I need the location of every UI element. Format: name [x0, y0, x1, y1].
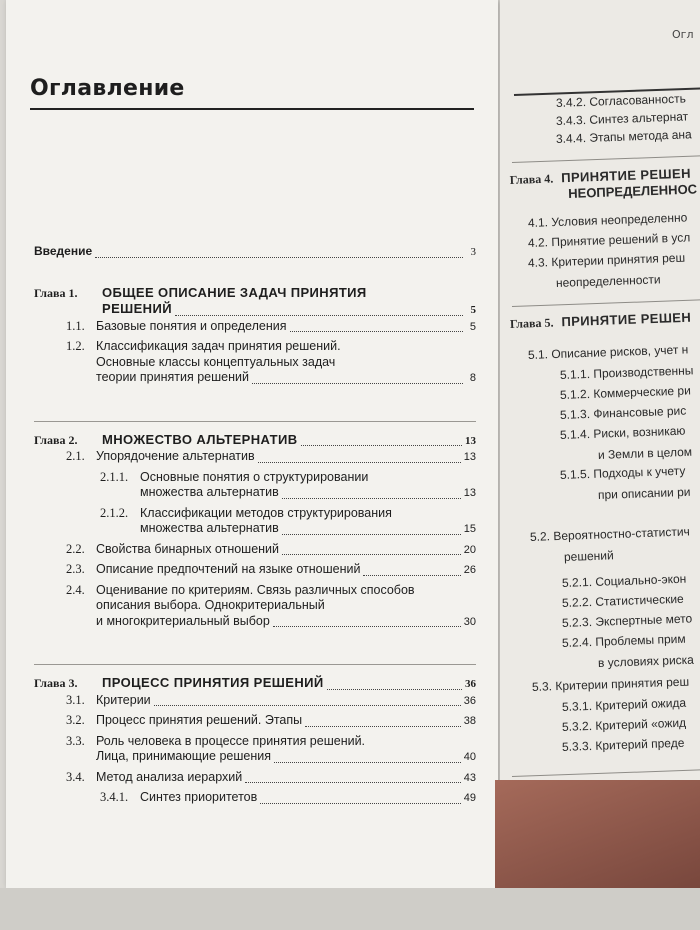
page-number: 5 [469, 320, 476, 333]
right-toc-line: 5.3.1. Критерий ожида [561, 695, 687, 714]
chapter-rule [34, 664, 476, 665]
chapter-label: Глава 2. [34, 432, 78, 447]
right-toc-line: 5.1.4. Риски, возникаю [559, 423, 686, 442]
chapter-gap [34, 634, 476, 658]
sec-entry [34, 542, 476, 559]
right-toc-line: решений [563, 548, 614, 564]
leader-dots [301, 444, 462, 446]
chapter-gap [34, 391, 476, 415]
right-toc-line: 5.3.2. Критерий «ожид [561, 715, 687, 734]
right-toc-line: 5.2. Вероятностно-статистич [529, 524, 691, 544]
toc-line [66, 614, 476, 631]
chapter-title: ПРИНЯТИЕ РЕШЕН [560, 165, 692, 186]
leader-dots [282, 497, 461, 499]
right-toc-line: 4.3. Критерии принятия реш [527, 250, 686, 270]
right-toc-line: 3.4.2. Согласованность [555, 91, 687, 110]
right-toc-line: в условиях риска [597, 652, 695, 670]
section-title: множества альтернатив [140, 485, 279, 499]
right-chapter-heading [510, 310, 692, 332]
chapter-rule [512, 769, 700, 777]
section-title: Процесс принятия решений. Этапы [96, 713, 303, 727]
toc-line [100, 485, 476, 502]
left-page [6, 0, 498, 888]
sub-entry [34, 506, 476, 538]
toc-line [66, 583, 476, 599]
sec-entry [34, 734, 476, 766]
toc-line [34, 244, 476, 261]
leader-dots [327, 688, 462, 690]
toc-line [66, 693, 476, 710]
section-number: 3.1. [66, 692, 85, 707]
chapter-title: ПРИНЯТИЕ РЕШЕН [561, 309, 692, 330]
toc-line [100, 790, 476, 807]
right-toc-line: 5.1.2. Коммерческие ри [559, 383, 692, 402]
right-toc-line: 5.2.1. Социально-экон [561, 571, 687, 590]
section-title: множества альтернатив [140, 521, 279, 535]
toc-line [66, 449, 476, 466]
leader-dots [282, 553, 461, 555]
leader-dots [154, 704, 461, 706]
section-number: 3.2. [66, 713, 85, 727]
page-number: 38 [463, 715, 476, 727]
chapter-rule [34, 421, 476, 422]
section-title: Классификация задач принятия решений. [96, 339, 341, 353]
right-chapter-heading [509, 165, 697, 203]
entry-title: Введение [34, 244, 93, 258]
right-toc-line: 3.4.3. Синтез альтернат [555, 109, 689, 128]
chapter-title: ОБЩЕЕ ОПИСАНИЕ ЗАДАЧ ПРИНЯТИЯ [102, 284, 367, 300]
chapter-title: ПРОЦЕСС ПРИНЯТИЯ РЕШЕНИЙ [102, 675, 324, 690]
right-toc-line: при описании ри [597, 484, 691, 502]
section-title: Базовые понятия и определения [96, 318, 287, 333]
sec-entry [34, 562, 476, 579]
sec-entry [34, 449, 476, 466]
right-toc-line: 5.2.3. Экспертные мето [561, 611, 693, 630]
chapter-title: РЕШЕНИЙ [102, 301, 172, 316]
section-title: Основные классы концептуальных задач [96, 354, 336, 369]
section-title: теории принятия решений [96, 370, 249, 384]
section-title: Лица, принимающие решения [96, 749, 271, 763]
section-title: Синтез приоритетов [140, 790, 258, 804]
sec-entry [34, 693, 476, 710]
leader-dots [175, 314, 463, 316]
section-title: Оценивание по критериям. Связь различных способов [96, 582, 415, 597]
section-title: Классификации методов структурирования [140, 505, 392, 520]
toc-line [66, 749, 476, 766]
leader-dots [363, 574, 460, 576]
right-toc-line: 5.3. Критерии принятия реш [531, 674, 690, 694]
heading-rule [30, 108, 474, 110]
toc-line [100, 506, 476, 522]
leader-dots [258, 461, 461, 463]
section-number: 3.3. [66, 733, 85, 748]
chapter-entry [34, 432, 476, 450]
section-title: Роль человека в процессе принятия решений. [96, 733, 366, 748]
sec-entry [34, 339, 476, 387]
leader-dots [274, 761, 461, 763]
page-number: 36 [465, 678, 476, 690]
section-number: 2.1.1. [100, 469, 129, 484]
chapter-rule [512, 299, 700, 307]
toc-line [66, 770, 476, 787]
page-number: 20 [463, 543, 476, 556]
table-surface [0, 888, 700, 930]
chapter-rule [512, 155, 700, 163]
toc-line [66, 734, 476, 750]
page-number: 49 [463, 792, 476, 804]
right-toc-line: неопределенности [555, 272, 661, 290]
leader-dots [245, 781, 461, 783]
entry-gap [34, 807, 476, 811]
right-toc-line: 5.1.1. Производственны [559, 363, 694, 382]
sec-entry [34, 319, 476, 336]
page-number: 13 [463, 451, 476, 463]
leader-dots [282, 533, 461, 535]
section-title: Критерии [96, 692, 151, 707]
right-toc-line: 5.2.4. Проблемы прим [561, 631, 686, 650]
right-toc-line: 3.4.4. Этапы метода ана [555, 127, 692, 146]
chapter-label: Глава 5. [509, 315, 554, 331]
section-title: и многокритериальный выбор [96, 613, 270, 628]
toc-line [66, 542, 476, 559]
toc-line [66, 339, 476, 355]
section-number: 2.1.2. [100, 505, 129, 520]
section-title: описания выбора. Однокритериальный [96, 598, 325, 612]
toc-line [34, 675, 476, 693]
page-number: 8 [469, 372, 476, 384]
leader-dots [305, 725, 461, 727]
right-running-head: Огл [672, 28, 694, 41]
chapter-gap [34, 261, 476, 285]
toc-line [66, 713, 476, 730]
page-number: 3 [470, 246, 476, 258]
toc-line [66, 598, 476, 614]
page-number: 13 [463, 487, 476, 499]
page-number: 15 [463, 523, 476, 535]
section-number: 2.2. [66, 541, 85, 556]
intro-entry [34, 244, 476, 261]
page-number: 26 [463, 564, 476, 576]
leader-dots [252, 382, 463, 384]
toc-line [66, 370, 476, 387]
page-number: 5 [470, 304, 476, 316]
right-toc-line: 5.1.3. Финансовые рис [559, 403, 687, 422]
section-title: Упорядочение альтернатив [96, 449, 255, 463]
chapter-label: Глава 3. [34, 676, 78, 690]
toc-line [100, 521, 476, 538]
sec-entry [34, 770, 476, 787]
toc-line [34, 285, 476, 302]
leader-dots [290, 330, 464, 332]
chapter-entry [34, 285, 476, 319]
section-title: Описание предпочтений на языке отношений [96, 562, 361, 576]
section-number: 3.4. [66, 769, 85, 784]
right-toc-line: 5.2.2. Статистические [561, 591, 684, 610]
right-toc-line: 5.3.3. Критерий преде [561, 735, 685, 754]
sub-entry [34, 790, 476, 807]
page-number: 43 [463, 771, 476, 784]
page-number: 40 [463, 751, 476, 763]
chapter-label: Глава 4. [509, 171, 554, 188]
sec-entry [34, 713, 476, 730]
section-number: 3.4.1. [100, 790, 129, 804]
toc-line [66, 319, 476, 336]
chapter-title-cont: НЕОПРЕДЕЛЕННОС [567, 181, 698, 201]
section-number: 1.2. [66, 339, 85, 353]
chapter-label: Глава 1. [34, 285, 78, 300]
right-toc-line: 4.1. Условия неопределенно [527, 210, 688, 230]
section-number: 2.4. [66, 582, 85, 597]
toc-line [100, 470, 476, 486]
sec-entry [34, 583, 476, 631]
toc-line [66, 355, 476, 371]
section-number: 2.3. [66, 562, 85, 576]
right-toc-line: и Земли в целом [597, 444, 693, 462]
section-title: Основные понятия о структурировании [140, 469, 369, 484]
toc-heading: Оглавление [30, 76, 185, 101]
right-toc-line: 5.1.5. Подходы к учету [559, 463, 686, 482]
section-title: Свойства бинарных отношений [96, 541, 280, 556]
leader-dots [260, 802, 460, 804]
section-number: 2.1. [66, 449, 85, 463]
section-title: Метод анализа иерархий [96, 769, 243, 784]
right-page [500, 0, 700, 880]
sub-entry [34, 470, 476, 502]
leader-dots [273, 625, 461, 627]
page-number: 13 [465, 434, 476, 447]
right-toc-line: 4.2. Принятие решений в усл [527, 230, 691, 250]
page-number: 36 [463, 694, 476, 707]
toc-line [66, 562, 476, 579]
leader-dots [95, 256, 463, 258]
section-number: 1.1. [66, 318, 85, 333]
table-of-contents [34, 244, 476, 811]
right-toc-line: 5.1. Описание рисков, учет н [527, 342, 689, 362]
chapter-entry [34, 675, 476, 693]
chapter-title: МНОЖЕСТВО АЛЬТЕРНАТИВ [102, 431, 298, 447]
page-number: 30 [463, 615, 476, 628]
toc-line [34, 301, 476, 319]
toc-line [34, 432, 476, 450]
